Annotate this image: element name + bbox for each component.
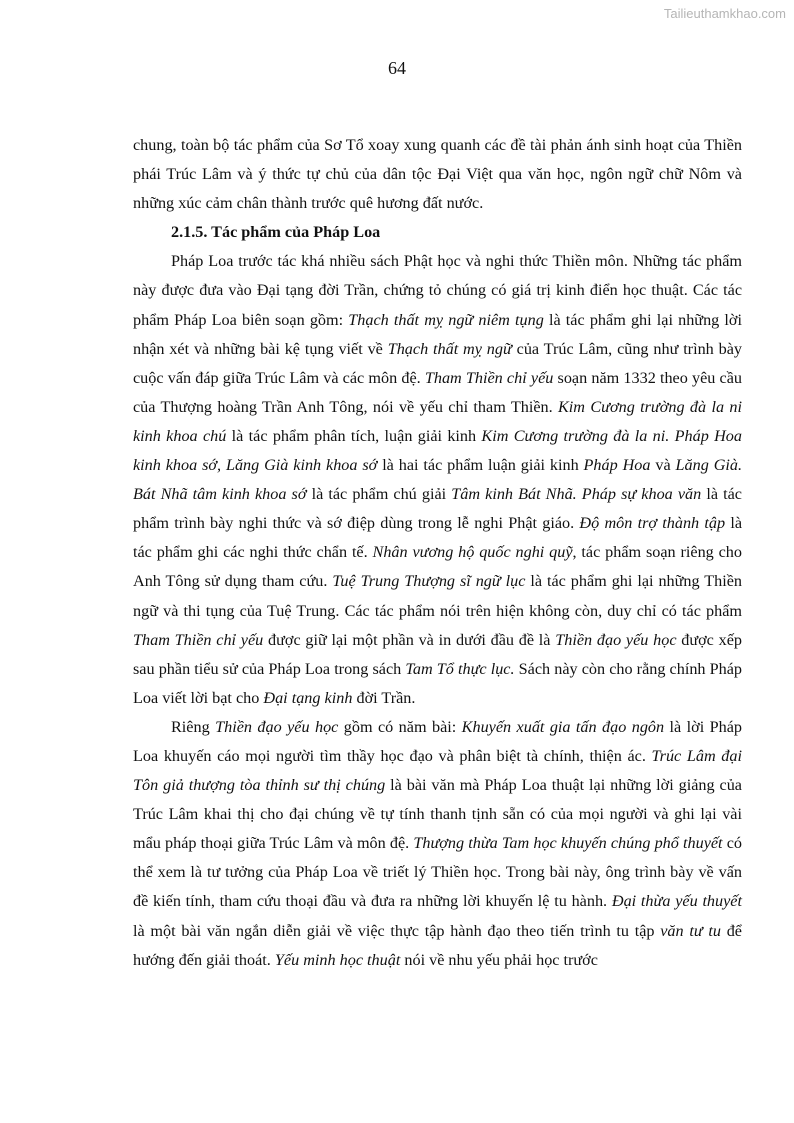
work-title: Tham Thiền chỉ yếu [424, 368, 554, 387]
work-title: Yếu minh học thuật [274, 950, 401, 969]
work-title: Đại thừa yếu thuyết [611, 892, 742, 911]
text-run: nói về nhu yếu phải học trước [400, 950, 598, 969]
text-run: là hai tác phẩm luận giải kinh [377, 456, 584, 475]
work-title: Độ môn trợ thành tập [579, 514, 726, 533]
work-title: Thạch thất mỵ ngữ niêm tụng [348, 310, 544, 329]
text-run: là tác phẩm trình bày nghi thức và sớ điệp dùng trong lễ nghi Phật giáo. [133, 485, 742, 533]
text-run: là tác phẩm ghi lại những lời nhận xét và những bài kệ tụng viết về [133, 310, 742, 358]
text-run: Pháp Loa trước tác khá nhiều sách Phật học và nghi thức Thiền môn. Những tác phẩm này được đưa vào Đại tạng đời Trần, chứng tỏ chúng có giá trị kinh điển học thuật. Các tác phẩm Pháp Loa biên soạn gồm: [133, 252, 742, 329]
text-run: soạn năm 1332 theo yêu cầu của Thượng hoàng Trần Anh Tông, nói về yếu chỉ tham Thiền. [133, 368, 742, 416]
work-title: Nhân vương hộ quốc nghi quỹ [372, 543, 573, 562]
watermark: Tailieuthamkhao.com [663, 6, 786, 21]
text-run: là tác phẩm phân tích, luận giải kinh [226, 426, 482, 445]
paragraph-works [133, 247, 742, 713]
text-run: gồm có năm bài: [338, 717, 462, 736]
text-run: là tác phẩm chú giải [306, 485, 452, 504]
text-run: , tác phẩm soạn riêng cho Anh Tông sử dụng tham cứu. [133, 543, 742, 591]
text-run: là lời Pháp Loa khuyến cáo mọi người tìm thầy học đạo và phân biệt tà chính, thiện ác. [133, 717, 743, 765]
text-run: Sách này còn cho rằng chính Pháp Loa viết lời bạt cho [133, 659, 743, 707]
body-text [133, 131, 742, 975]
work-title: Lăng Già. Bát Nhã tâm kinh khoa sớ [133, 456, 743, 504]
paragraph-thien-dao [133, 713, 742, 975]
text-run: và [650, 456, 676, 475]
work-title: Kim Cương trường đà la ni kinh khoa chú [133, 397, 742, 445]
work-title: văn tư tu [660, 921, 721, 940]
text-run: được xếp sau phần tiểu sử của Pháp Loa trong sách [133, 630, 742, 678]
text-run: Riêng [171, 717, 216, 736]
work-title: Tham Thiền chỉ yếu [133, 630, 264, 649]
work-title: Thượng thừa Tam học khuyến chúng phổ thuyết [413, 834, 723, 853]
page-number: 64 [388, 58, 406, 78]
work-title: Thiền đạo yếu học [555, 630, 677, 649]
text-run: có thể xem là tư tưởng của Pháp Loa về triết lý Thiền học. Trong bài này, ông trình bày về vấn đề kiến tính, tham cứu thoại đầu và đưa ra những lời khuyến lệ tu hành. [133, 834, 742, 911]
work-title: Đại tạng kinh [263, 688, 353, 707]
text-run: được giữ lại một phần và in dưới đầu đề là [263, 630, 556, 649]
text-run: để hướng đến giải thoát. [133, 921, 742, 969]
work-title: Thạch thất mỵ ngữ [387, 339, 512, 358]
section-heading: 2.1.5. Tác phẩm của Pháp Loa [171, 223, 381, 242]
work-title: Tam Tổ thực lục. [405, 659, 515, 678]
text-run: là tác phẩm ghi các nghi thức chẩn tế. [133, 514, 743, 562]
text-run: đời Trần. [352, 688, 416, 707]
text-run: là một bài văn ngắn diễn giải về việc thực tập hành đạo theo tiến trình tu tập [133, 921, 661, 940]
work-title: Tuệ Trung Thượng sĩ ngữ lục [332, 572, 526, 591]
work-title: Tâm kinh Bát Nhã. Pháp sự khoa văn [451, 485, 702, 504]
text-run: chung, toàn bộ tác phẩm của Sơ Tổ xoay xung quanh các đề tài phản ánh sinh hoạt của Thiền phái Trúc Lâm và ý thức tự chủ của dân tộc Đại Việt qua văn học, ngôn ngữ chữ Nôm và những xúc cảm chân thành trước quê hương đất nước. [133, 136, 742, 213]
work-title: Khuyến xuất gia tấn đạo ngôn [461, 717, 665, 736]
work-title: Trúc Lâm đại Tôn giả thượng tòa thỉnh sư thị chúng [133, 746, 742, 795]
text-run: là tác phẩm ghi lại những Thiền ngữ và thi tụng của Tuệ Trung. Các tác phẩm nói trên hiện không còn, duy chỉ có tác phẩm [133, 572, 743, 620]
work-title: Thiền đạo yếu học [215, 717, 339, 736]
paragraph-intro [133, 131, 742, 218]
text-run: là bài văn mà Pháp Loa thuật lại những lời giảng của Trúc Lâm khai thị cho đại chúng về tự tính thanh tịnh sẵn có của mọi người và ghi lại vài mẩu pháp thoại giữa Trúc Lâm và môn đệ. [133, 776, 742, 853]
work-title: Kim Cương trường đà la ni. Pháp Hoa kinh khoa sớ, Lăng Già kinh khoa sớ [133, 426, 742, 475]
work-title: Pháp Hoa [583, 456, 651, 475]
text-run: của Trúc Lâm, cũng như trình bày cuộc vấn đáp giữa Trúc Lâm và các môn đệ. [133, 339, 742, 387]
